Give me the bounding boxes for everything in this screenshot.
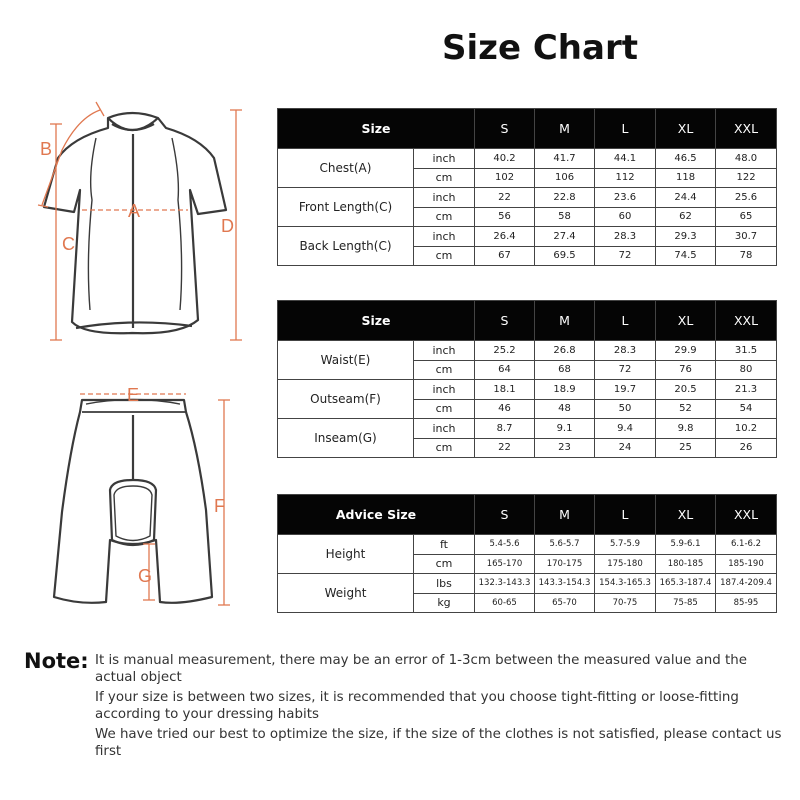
- value-cell: 19.7: [595, 380, 656, 400]
- value-cell: 54: [716, 399, 777, 419]
- value-cell: 25: [656, 438, 716, 458]
- value-cell: 70-75: [595, 593, 656, 613]
- table-header-row: [278, 495, 777, 535]
- row-label: Weight: [278, 574, 414, 613]
- value-cell: 80: [716, 360, 777, 380]
- value-cell: 187.4-209.4: [716, 574, 777, 594]
- table-header-row: [278, 109, 777, 149]
- note-line: It is manual measurement, there may be an error of 1-3cm between the measured value and the actual object: [95, 653, 747, 685]
- value-cell: 62: [656, 207, 716, 227]
- value-cell: 50: [595, 399, 656, 419]
- table-row: [278, 149, 777, 169]
- value-cell: 67: [475, 246, 535, 266]
- value-cell: 22.8: [535, 188, 595, 208]
- value-cell: 29.3: [656, 227, 716, 247]
- table-row: [278, 535, 777, 555]
- row-label: Outseam(F): [278, 380, 414, 419]
- value-cell: 6.1-6.2: [716, 535, 777, 555]
- shorts-label-f: F: [214, 496, 225, 516]
- unit-cell: cm: [414, 438, 475, 458]
- value-cell: 40.2: [475, 149, 535, 169]
- value-cell: 69.5: [535, 246, 595, 266]
- value-cell: 9.1: [535, 419, 595, 439]
- unit-cell: inch: [414, 341, 475, 361]
- value-cell: 185-190: [716, 554, 777, 574]
- value-cell: 9.4: [595, 419, 656, 439]
- table-row: [278, 188, 777, 208]
- jersey-label-b: B: [40, 139, 53, 159]
- header-xxl: XXL: [716, 301, 777, 341]
- value-cell: 72: [595, 246, 656, 266]
- value-cell: 41.7: [535, 149, 595, 169]
- unit-cell: cm: [414, 399, 475, 419]
- value-cell: 8.7: [475, 419, 535, 439]
- unit-cell: cm: [414, 246, 475, 266]
- unit-cell: lbs: [414, 574, 475, 594]
- notes-block: [95, 652, 785, 763]
- unit-cell: cm: [414, 207, 475, 227]
- value-cell: 65: [716, 207, 777, 227]
- unit-cell: inch: [414, 149, 475, 169]
- value-cell: 48: [535, 399, 595, 419]
- row-label: Front Length(C): [278, 188, 414, 227]
- value-cell: 85-95: [716, 593, 777, 613]
- header-xxl: XXL: [716, 109, 777, 149]
- header-m: M: [535, 301, 595, 341]
- value-cell: 26: [716, 438, 777, 458]
- value-cell: 10.2: [716, 419, 777, 439]
- header-l: L: [595, 301, 656, 341]
- value-cell: 22: [475, 188, 535, 208]
- value-cell: 44.1: [595, 149, 656, 169]
- page-title: Size Chart: [442, 28, 638, 68]
- jersey-label-d: D: [221, 216, 234, 236]
- value-cell: 112: [595, 168, 656, 188]
- unit-cell: inch: [414, 380, 475, 400]
- value-cell: 78: [716, 246, 777, 266]
- value-cell: 74.5: [656, 246, 716, 266]
- table-row: [278, 341, 777, 361]
- garment-illustrations: [0, 0, 270, 620]
- value-cell: 48.0: [716, 149, 777, 169]
- value-cell: 175-180: [595, 554, 656, 574]
- table-row: [278, 227, 777, 247]
- unit-cell: inch: [414, 227, 475, 247]
- value-cell: 154.3-165.3: [595, 574, 656, 594]
- value-cell: 72: [595, 360, 656, 380]
- value-cell: 25.6: [716, 188, 777, 208]
- value-cell: 26.8: [535, 341, 595, 361]
- row-label: Inseam(G): [278, 419, 414, 458]
- header-m: M: [535, 495, 595, 535]
- value-cell: 65-70: [535, 593, 595, 613]
- value-cell: 180-185: [656, 554, 716, 574]
- note-label: Note:: [24, 649, 89, 673]
- value-cell: 106: [535, 168, 595, 188]
- value-cell: 28.3: [595, 341, 656, 361]
- value-cell: 5.6-5.7: [535, 535, 595, 555]
- table-header-row: [278, 301, 777, 341]
- value-cell: 143.3-154.3: [535, 574, 595, 594]
- shorts-label-g: G: [138, 566, 153, 586]
- value-cell: 60-65: [475, 593, 535, 613]
- value-cell: 165-170: [475, 554, 535, 574]
- unit-cell: cm: [414, 360, 475, 380]
- value-cell: 26.4: [475, 227, 535, 247]
- value-cell: 75-85: [656, 593, 716, 613]
- value-cell: 24: [595, 438, 656, 458]
- header-xxl: XXL: [716, 495, 777, 535]
- value-cell: 118: [656, 168, 716, 188]
- value-cell: 122: [716, 168, 777, 188]
- value-cell: 20.5: [656, 380, 716, 400]
- row-label: Waist(E): [278, 341, 414, 380]
- row-label: Chest(A): [278, 149, 414, 188]
- value-cell: 31.5: [716, 341, 777, 361]
- unit-cell: ft: [414, 535, 475, 555]
- table-row: [278, 419, 777, 439]
- note-line: We have tried our best to optimize the size, if the size of the clothes is not satisfied, please contact us first: [95, 727, 782, 759]
- table-row: [278, 380, 777, 400]
- value-cell: 64: [475, 360, 535, 380]
- value-cell: 23.6: [595, 188, 656, 208]
- header-xl: XL: [656, 109, 716, 149]
- value-cell: 5.7-5.9: [595, 535, 656, 555]
- unit-cell: cm: [414, 168, 475, 188]
- jersey-size-table: [277, 108, 777, 266]
- value-cell: 29.9: [656, 341, 716, 361]
- value-cell: 132.3-143.3: [475, 574, 535, 594]
- unit-cell: kg: [414, 593, 475, 613]
- value-cell: 18.9: [535, 380, 595, 400]
- value-cell: 22: [475, 438, 535, 458]
- unit-cell: inch: [414, 419, 475, 439]
- value-cell: 56: [475, 207, 535, 227]
- shorts-illustration: [54, 400, 212, 603]
- value-cell: 60: [595, 207, 656, 227]
- value-cell: 9.8: [656, 419, 716, 439]
- header-advice-size: Advice Size: [278, 495, 475, 535]
- header-size: Size: [278, 109, 475, 149]
- value-cell: 5.9-6.1: [656, 535, 716, 555]
- value-cell: 30.7: [716, 227, 777, 247]
- value-cell: 76: [656, 360, 716, 380]
- header-l: L: [595, 495, 656, 535]
- row-label: Back Length(C): [278, 227, 414, 266]
- row-label: Height: [278, 535, 414, 574]
- header-xl: XL: [656, 301, 716, 341]
- unit-cell: cm: [414, 554, 475, 574]
- value-cell: 5.4-5.6: [475, 535, 535, 555]
- shorts-size-table: [277, 300, 777, 458]
- value-cell: 18.1: [475, 380, 535, 400]
- value-cell: 165.3-187.4: [656, 574, 716, 594]
- value-cell: 23: [535, 438, 595, 458]
- header-s: S: [475, 301, 535, 341]
- shorts-label-e: E: [127, 385, 140, 405]
- header-size: Size: [278, 301, 475, 341]
- table-row: [278, 574, 777, 594]
- header-xl: XL: [656, 495, 716, 535]
- value-cell: 21.3: [716, 380, 777, 400]
- value-cell: 102: [475, 168, 535, 188]
- value-cell: 24.4: [656, 188, 716, 208]
- value-cell: 28.3: [595, 227, 656, 247]
- header-m: M: [535, 109, 595, 149]
- unit-cell: inch: [414, 188, 475, 208]
- value-cell: 170-175: [535, 554, 595, 574]
- note-line: If your size is between two sizes, it is recommended that you choose tight-fitting or loose-fitting according to your dressing habits: [95, 690, 739, 722]
- jersey-illustration: [44, 113, 226, 333]
- value-cell: 58: [535, 207, 595, 227]
- jersey-label-c: C: [62, 234, 75, 254]
- header-s: S: [475, 109, 535, 149]
- value-cell: 68: [535, 360, 595, 380]
- header-s: S: [475, 495, 535, 535]
- header-l: L: [595, 109, 656, 149]
- value-cell: 46: [475, 399, 535, 419]
- value-cell: 52: [656, 399, 716, 419]
- advice-size-table: [277, 494, 777, 613]
- value-cell: 46.5: [656, 149, 716, 169]
- jersey-measure-lines: [38, 102, 242, 340]
- value-cell: 25.2: [475, 341, 535, 361]
- jersey-label-a: A: [128, 201, 141, 221]
- value-cell: 27.4: [535, 227, 595, 247]
